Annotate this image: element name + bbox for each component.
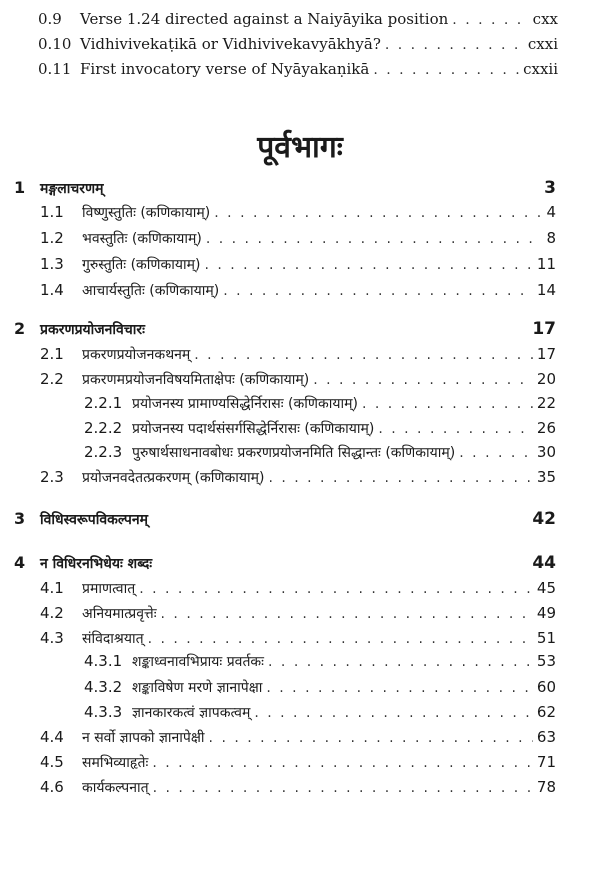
toc-entry[interactable] — [40, 778, 556, 797]
entry-page: 60 — [536, 678, 556, 696]
dot-leader — [209, 730, 533, 746]
entry-title: प्रयोजनस्य पदार्थसंसर्गसिद्धेर्निरासः (कणिकायाम्) — [132, 421, 375, 437]
toc-subentry[interactable] — [84, 652, 556, 671]
entry-title: पुरुषार्थसाधनावबोधः प्रकरणप्रयोजनमिति सिद्धान्तः (कणिकायाम्) — [132, 445, 456, 461]
entry-title: कार्यकल्पनात् — [82, 780, 149, 796]
entry-number: 4.5 — [40, 753, 64, 771]
chapter-number: 4 — [14, 553, 26, 572]
entry-number: 1.2 — [40, 229, 64, 247]
entry-title: प्रयोजनस्य प्रामाण्यसिद्धेर्निरासः (कणिकायाम्) — [132, 396, 358, 412]
chapter-heading[interactable] — [14, 553, 556, 573]
entry-title: विष्णुस्तुतिः (कणिकायाम्) — [82, 205, 211, 221]
dot-leader — [459, 445, 533, 461]
entry-number: 4.2 — [40, 604, 64, 622]
dot-leader — [161, 606, 533, 622]
entry-page: cxx — [532, 10, 558, 28]
entry-page: 26 — [536, 419, 556, 437]
entry-title: न सर्वो ज्ञापको ज्ञानापेक्षी — [82, 730, 205, 746]
chapter-page: 44 — [532, 553, 556, 573]
entry-number: 4.3 — [40, 629, 64, 647]
entry-title: प्रकरणमप्रयोजनविषयमिताक्षेपः (कणिकायाम्) — [82, 372, 310, 388]
toc-entry[interactable] — [38, 60, 558, 78]
entry-page: 17 — [536, 345, 556, 363]
entry-page: 45 — [536, 579, 556, 597]
entry-title: Vidhivivekaṭikā or Vidhivivekavyākhyā? — [80, 35, 381, 53]
entry-number: 0.9 — [38, 10, 62, 28]
dot-leader — [153, 780, 533, 796]
dot-leader — [385, 37, 524, 53]
entry-number: 2.1 — [40, 345, 64, 363]
entry-page: 71 — [536, 753, 556, 771]
entry-title: गुरुस्तुतिः (कणिकायाम्) — [82, 257, 201, 273]
entry-page: 51 — [536, 629, 556, 647]
entry-number: 4.6 — [40, 778, 64, 796]
entry-number: 1.3 — [40, 255, 64, 273]
toc-entry[interactable] — [40, 604, 556, 623]
toc-entry[interactable] — [40, 728, 556, 747]
toc-entry[interactable] — [40, 229, 556, 248]
toc-entry[interactable] — [40, 370, 556, 389]
entry-title: समभिव्याहृतेः — [82, 755, 149, 771]
entry-title: शङ्काध्वनावभिप्रायः प्रवर्तकः — [132, 654, 265, 670]
entry-page: 62 — [536, 703, 556, 721]
entry-title: अनियमात्प्रवृत्तेः — [82, 606, 157, 622]
entry-number: 4.1 — [40, 579, 64, 597]
entry-page: 14 — [536, 281, 556, 299]
entry-number: 4.3.1 — [84, 652, 123, 670]
entry-page: 22 — [536, 394, 556, 412]
entry-page: 8 — [546, 229, 556, 247]
entry-title: आचार्यस्तुतिः (कणिकायाम्) — [82, 283, 220, 299]
dot-leader — [148, 631, 533, 647]
entry-title: प्रकरणप्रयोजनकथनम् — [82, 347, 191, 363]
entry-page: 35 — [536, 468, 556, 486]
entry-number: 4.3.3 — [84, 703, 123, 721]
chapter-title: प्रकरणप्रयोजनविचारः — [40, 322, 145, 338]
entry-title: ज्ञानकारकत्वं ज्ञापकत्वम् — [132, 705, 251, 721]
entry-page: cxxi — [527, 35, 558, 53]
toc-entry[interactable] — [38, 35, 558, 53]
chapter-title: विधिस्वरूपविकल्पनम् — [40, 512, 148, 528]
chapter-title: न विधिरनभिधेयः शब्दः — [40, 556, 153, 572]
dot-leader — [139, 581, 533, 597]
toc-subentry[interactable] — [84, 703, 556, 722]
chapter-title: मङ्गलाचरणम् — [40, 181, 104, 197]
entry-page: 53 — [536, 652, 556, 670]
dot-leader — [266, 680, 533, 696]
dot-leader — [223, 283, 533, 299]
dot-leader — [378, 421, 533, 437]
chapter-number: 1 — [14, 178, 26, 197]
entry-number: 2.2.1 — [84, 394, 123, 412]
entry-number: 2.2.3 — [84, 443, 123, 461]
chapter-page: 3 — [544, 178, 556, 198]
dot-leader — [206, 231, 543, 247]
entry-title: संविदाश्रयात् — [82, 631, 144, 647]
toc-entry[interactable] — [40, 281, 556, 300]
dot-leader — [373, 62, 519, 78]
entry-number: 2.2.2 — [84, 419, 123, 437]
dot-leader — [254, 705, 533, 721]
toc-subentry[interactable] — [84, 443, 556, 462]
entry-page: cxxii — [523, 60, 558, 78]
entry-title: शङ्काविषेण मरणे ज्ञानापेक्षा — [132, 680, 263, 696]
toc-subentry[interactable] — [84, 678, 556, 697]
toc-entry[interactable] — [40, 345, 556, 364]
dot-leader — [194, 347, 533, 363]
toc-entry[interactable] — [38, 10, 558, 28]
entry-title: प्रयोजनवदेतत्प्रकरणम् (कणिकायाम्) — [82, 470, 265, 486]
chapter-page: 17 — [532, 319, 556, 339]
toc-entry[interactable] — [40, 203, 556, 222]
toc-subentry[interactable] — [84, 419, 556, 438]
entry-number: 0.10 — [38, 35, 72, 53]
chapter-number: 2 — [14, 319, 26, 338]
toc-subentry[interactable] — [84, 394, 556, 413]
entry-page: 11 — [536, 255, 556, 273]
entry-page: 49 — [536, 604, 556, 622]
entry-page: 4 — [546, 203, 556, 221]
dot-leader — [268, 654, 533, 670]
entry-title: भवस्तुतिः (कणिकायाम्) — [82, 231, 202, 247]
dot-leader — [313, 372, 533, 388]
dot-leader — [152, 755, 533, 771]
entry-number: 1.4 — [40, 281, 64, 299]
chapter-heading[interactable] — [14, 509, 556, 529]
entry-page: 30 — [536, 443, 556, 461]
entry-page: 78 — [536, 778, 556, 796]
entry-number: 4.3.2 — [84, 678, 123, 696]
toc-entry[interactable] — [40, 255, 556, 274]
entry-title: प्रमाणत्वात् — [82, 581, 136, 597]
toc-entry[interactable] — [40, 629, 556, 648]
toc-entry[interactable] — [40, 468, 556, 487]
dot-leader — [362, 396, 533, 412]
entry-page: 20 — [536, 370, 556, 388]
dot-leader — [452, 12, 528, 28]
chapter-page: 42 — [532, 509, 556, 529]
dot-leader — [204, 257, 532, 273]
entry-number: 0.11 — [38, 60, 72, 78]
chapter-heading[interactable] — [14, 319, 556, 339]
part-title: पूर्वभागः — [257, 130, 343, 165]
entry-title: Verse 1.24 directed against a Naiyāyika position — [80, 10, 449, 28]
entry-number: 4.4 — [40, 728, 64, 746]
toc-entry[interactable] — [40, 753, 556, 772]
entry-page: 63 — [536, 728, 556, 746]
entry-number: 2.3 — [40, 468, 64, 486]
entry-number: 2.2 — [40, 370, 64, 388]
toc-entry[interactable] — [40, 579, 556, 598]
chapter-number: 3 — [14, 509, 26, 528]
dot-leader — [214, 205, 542, 221]
dot-leader — [268, 470, 532, 486]
chapter-heading[interactable] — [14, 178, 556, 198]
entry-title: First invocatory verse of Nyāyakaṇikā — [80, 60, 370, 78]
entry-number: 1.1 — [40, 203, 64, 221]
